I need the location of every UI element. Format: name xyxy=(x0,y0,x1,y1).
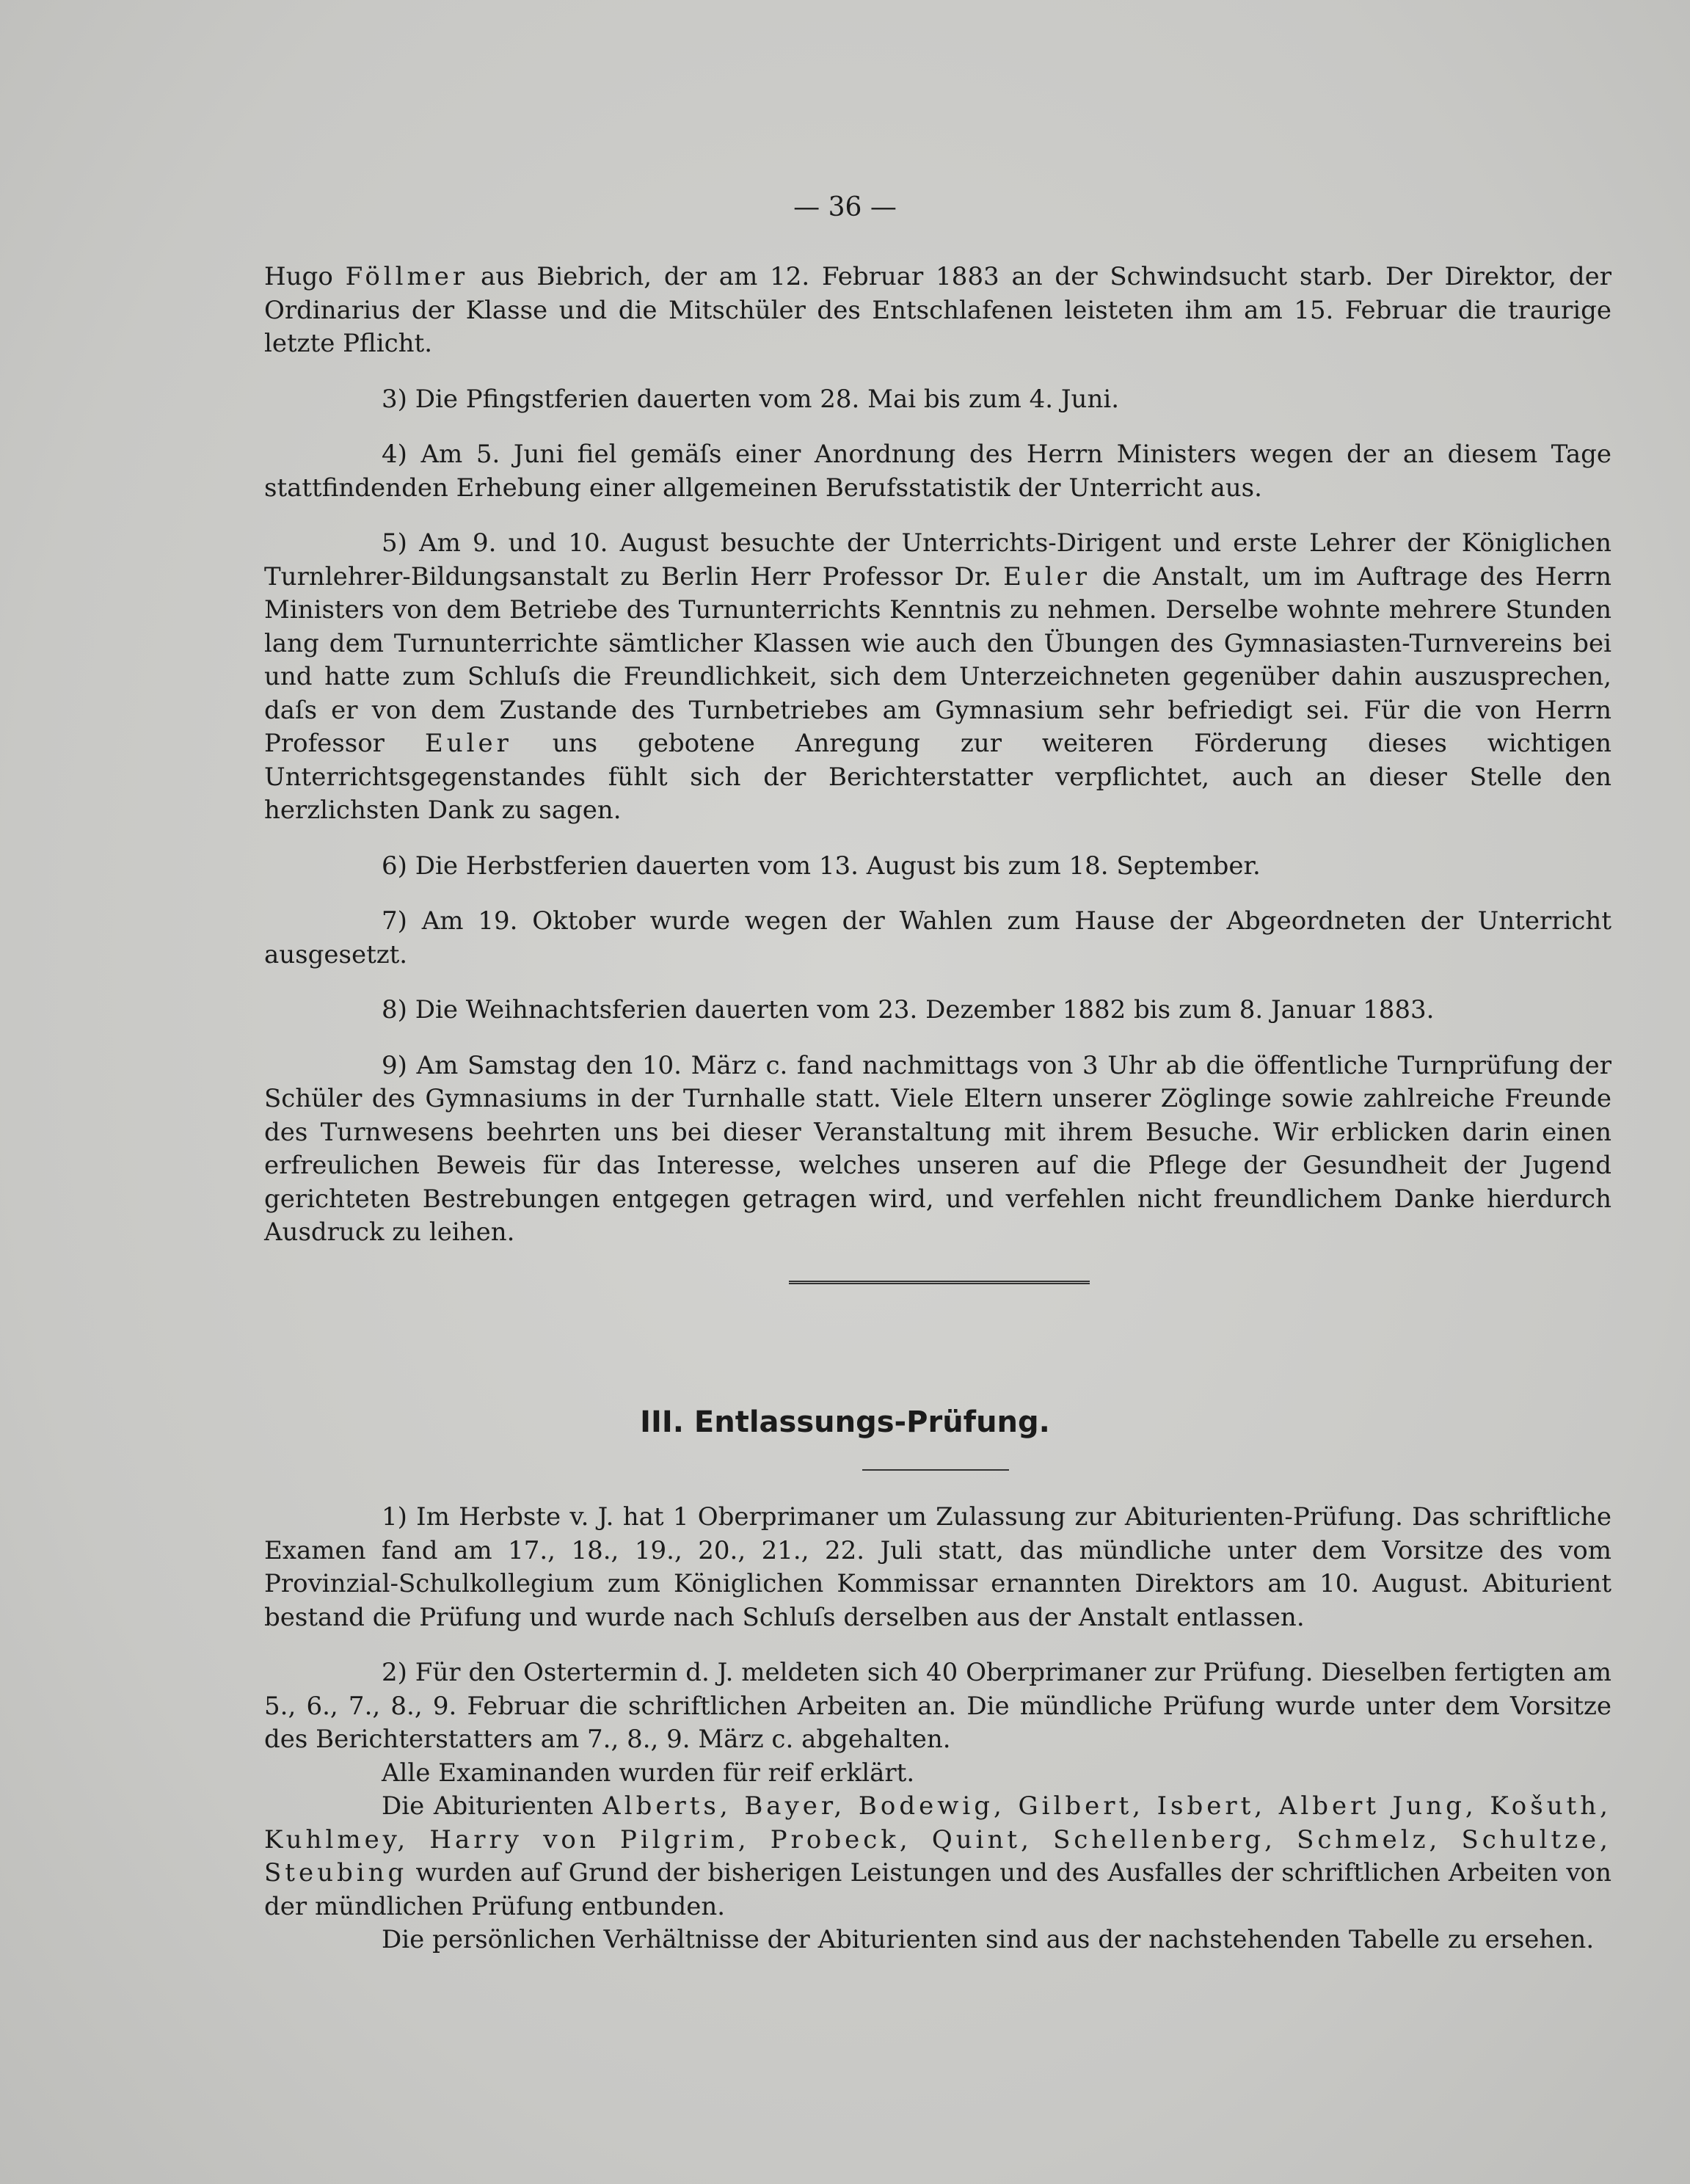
name-foellmer: Föllmer xyxy=(345,262,469,291)
text-body: aus Biebrich, der am 12. Februar 1883 an der Schwindsucht starb. Der Direktor, der Ordinarius der Klasse und die Mitschüler des Entschlafenen leisteten ihm am 15. Februar die traurige letzte Pflicht. xyxy=(264,262,1611,358)
paragraph-8: 8) Die Weihnachtsferien dauerten vom 23. Dezember 1882 bis zum 8. Januar 1883. xyxy=(382,995,1435,1024)
text-lead: Hugo xyxy=(264,262,333,291)
names-abiturienten: Alberts, Bayer, Bodewig, Gilbert, Isbert, Albert Jung, Košuth, Kuhlmey, Harry von Pilgrim, Probeck, Quint, Schellenberg, Schmelz, Schultze, Steubing xyxy=(264,1791,1611,1888)
section-heading: III. Entlassungs-Prüfung. xyxy=(640,1405,1050,1439)
exam-paragraph-2: 2) Für den Ostertermin d. J. meldeten sich 40 Oberprimaner zur Prüfung. Dieselben fertigten am 5., 6., 7., 8., 9. Februar die schriftlichen Arbeiten an. Die mündliche Prüfung wurde unter dem Vorsitze des Berichterstatters am 7., 8., 9. März c. abgehalten. xyxy=(264,1658,1611,1754)
exam-paragraph-5: Die persönlichen Verhältnisse der Abiturienten sind aus der nachstehenden Tabelle zu ersehen. xyxy=(382,1925,1595,1954)
page-number: — 36 — xyxy=(793,192,897,222)
heading-underline xyxy=(862,1469,1009,1471)
text-part-b: die Anstalt, um im Auftrage des Herrn Ministers von dem Betriebe des Turnunterrichts Kenntnis zu nehmen. Derselbe wohnte mehrere Stunden lang dem Turnunterrichte sämtlicher Klassen wie auch den Übungen des Gymnasiasten-Turnvereins bei und hatte zum Schluſs die Freundlichkeit, sich dem Unterzeichneten gegenüber dahin auszusprechen, daſs er von dem Zustande des Turnbetriebes am Gymnasium sehr befriedigt sei. Für die von Herrn Professor xyxy=(264,561,1612,758)
exam-paragraph-1: 1) Im Herbste v. J. hat 1 Oberprimaner um Zulassung zur Abiturienten-Prüfung. Das schriftliche Examen fand am 17., 18., 19., 20., 21., 22. Juli statt, das mündliche unter dem Vorsitze des vom Provinzial-Schulkollegium zum Königlichen Kommissar ernannten Direktors am 10. August. Abiturient bestand die Prüfung und wurde nach Schluſs derselben aus der Anstalt entlassen. xyxy=(264,1502,1611,1632)
text-part-a: 5) Am 9. und 10. August besuchte der Unterrichts-Dirigent und erste Lehrer der Königlichen Turnlehrer-Bildungsanstalt zu Berlin Herr Professor Dr. xyxy=(264,528,1611,592)
paragraph-5 xyxy=(264,527,1611,828)
name-euler: Euler xyxy=(1003,561,1091,592)
section-exam xyxy=(264,1501,1611,1957)
text-lead: Die Abiturienten xyxy=(382,1791,594,1821)
text-part-c: uns gebotene Anregung zur weiteren Förderung dieses wichtigen Unterrichtsgegenstandes fühlt sich der Berichterstatter verpflichtet, auch an dieser Stelle den herzlichsten Dank zu sagen. xyxy=(264,729,1611,825)
paragraph-3: 3) Die Pfingstferien dauerten vom 28. Mai bis zum 4. Juni. xyxy=(382,384,1120,414)
name-euler-2: Euler xyxy=(424,729,512,758)
exam-paragraph-4 xyxy=(264,1790,1611,1923)
paragraph-7: 7) Am 19. Oktober wurde wegen der Wahlen zum Hause der Abgeordneten der Unterricht ausgesetzt. xyxy=(264,906,1611,969)
paragraph-foellmer xyxy=(264,261,1611,361)
exam-paragraph-3: Alle Examinanden wurden für reif erklärt. xyxy=(382,1758,915,1788)
section-school-chronicle xyxy=(264,261,1611,1250)
section-divider xyxy=(789,1281,1090,1284)
paragraph-4: 4) Am 5. Juni fiel gemäſs einer Anordnung des Herrn Ministers wegen der an diesem Tage stattfindenden Erhebung einer allgemeinen Berufsstatistik der Unterricht aus. xyxy=(264,440,1611,503)
text-body: wurden auf Grund der bisherigen Leistungen und des Ausfalles der schriftlichen Arbeiten von der mündlichen Prüfung entbunden. xyxy=(264,1858,1612,1921)
paragraph-6: 6) Die Herbstferien dauerten vom 13. August bis zum 18. September. xyxy=(382,851,1261,881)
paragraph-9: 9) Am Samstag den 10. März c. fand nachmittags von 3 Uhr ab die öffentliche Turnprüfung der Schüler des Gymnasiums in der Turnhalle statt. Viele Eltern unserer Zöglinge sowie zahlreiche Freunde des Turnwesens beehrten uns bei dieser Veranstaltung mit ihrem Besuche. Wir erblicken darin einen erfreulichen Beweis für das Interesse, welches unseren auf die Pflege der Gesundheit der Jugend gerichteten Bestrebungen entgegen getragen wird, und verfehlen nicht freundlichem Danke hierdurch Ausdruck zu leihen. xyxy=(264,1050,1611,1247)
